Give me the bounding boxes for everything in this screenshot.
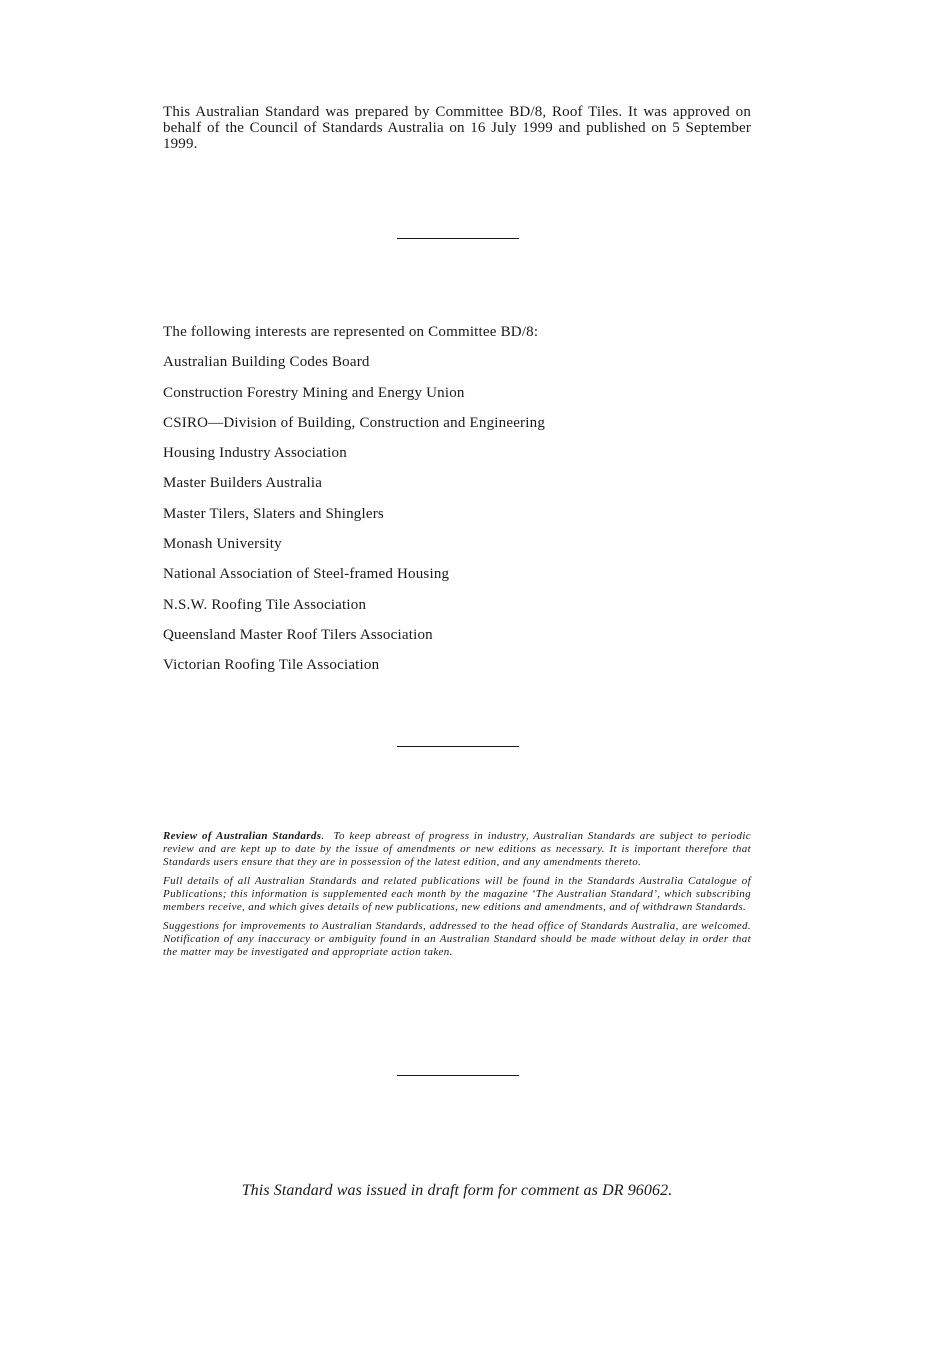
committee-member: Queensland Master Roof Tilers Association	[163, 626, 433, 643]
committee-member-list	[163, 352, 751, 675]
committee-member: Construction Forestry Mining and Energy Union	[163, 384, 465, 401]
committee-member: CSIRO—Division of Building, Construction and Engineering	[163, 414, 546, 431]
review-paragraph: Review of Australian Standards. To keep abreast of progress in industry, Australian Standards are subject to periodic review and are kept up to date by the issue of amendments or new editions as necessary. It is important therefore that Standards users ensure that they are in possession of the latest edition, and any amendments thereto.	[163, 830, 751, 868]
committee-section	[163, 322, 751, 675]
review-notice	[163, 830, 751, 965]
committee-member: N.S.W. Roofing Tile Association	[163, 596, 367, 613]
document-page	[163, 0, 751, 1345]
committee-member: Master Tilers, Slaters and Shinglers	[163, 505, 384, 522]
committee-member: National Association of Steel-framed Housing	[163, 566, 450, 583]
preparation-statement: This Australian Standard was prepared by Committee BD/8, Roof Tiles. It was approved on behalf of the Council of Standards Australia on 16 July 1999 and published on 5 September 1999.	[163, 104, 751, 152]
section-divider	[397, 746, 519, 747]
committee-heading: The following interests are represented on Committee BD/8:	[163, 324, 539, 340]
catalogue-paragraph: Full details of all Australian Standards and related publications will be found in the Standards Australia Catalogue of Publications; this information is supplemented each month by the magazine ‘The Australian Standard’, which subscribing members receive, and which gives details of new publications, new editions and amendments, and of withdrawn Standards.	[163, 875, 751, 913]
committee-member: Master Builders Australia	[163, 475, 323, 492]
committee-member: Monash University	[163, 536, 282, 553]
committee-member: Victorian Roofing Tile Association	[163, 657, 380, 674]
review-lead: Review of Australian Standards	[163, 830, 322, 842]
section-divider	[397, 238, 519, 239]
suggestions-paragraph: Suggestions for improvements to Australian Standards, addressed to the head office of Standards Australia, are welcomed. Notification of any inaccuracy or ambiguity found in an Australian Standard should be made without delay in order that the matter may be investigated and appropriate action taken.	[163, 920, 751, 958]
committee-member: Australian Building Codes Board	[163, 354, 370, 371]
draft-note: This Standard was issued in draft form for comment as DR 96062.	[241, 1182, 673, 1199]
section-divider	[397, 1075, 519, 1076]
committee-member: Housing Industry Association	[163, 445, 347, 462]
review-text: To keep abreast of progress in industry, Australian Standards are subject to periodic review and are kept up to date by the issue of amendments or new editions as necessary. It is important therefore that Standards users ensure that they are in possession of the latest edition, and any amendments thereto.	[163, 830, 751, 868]
